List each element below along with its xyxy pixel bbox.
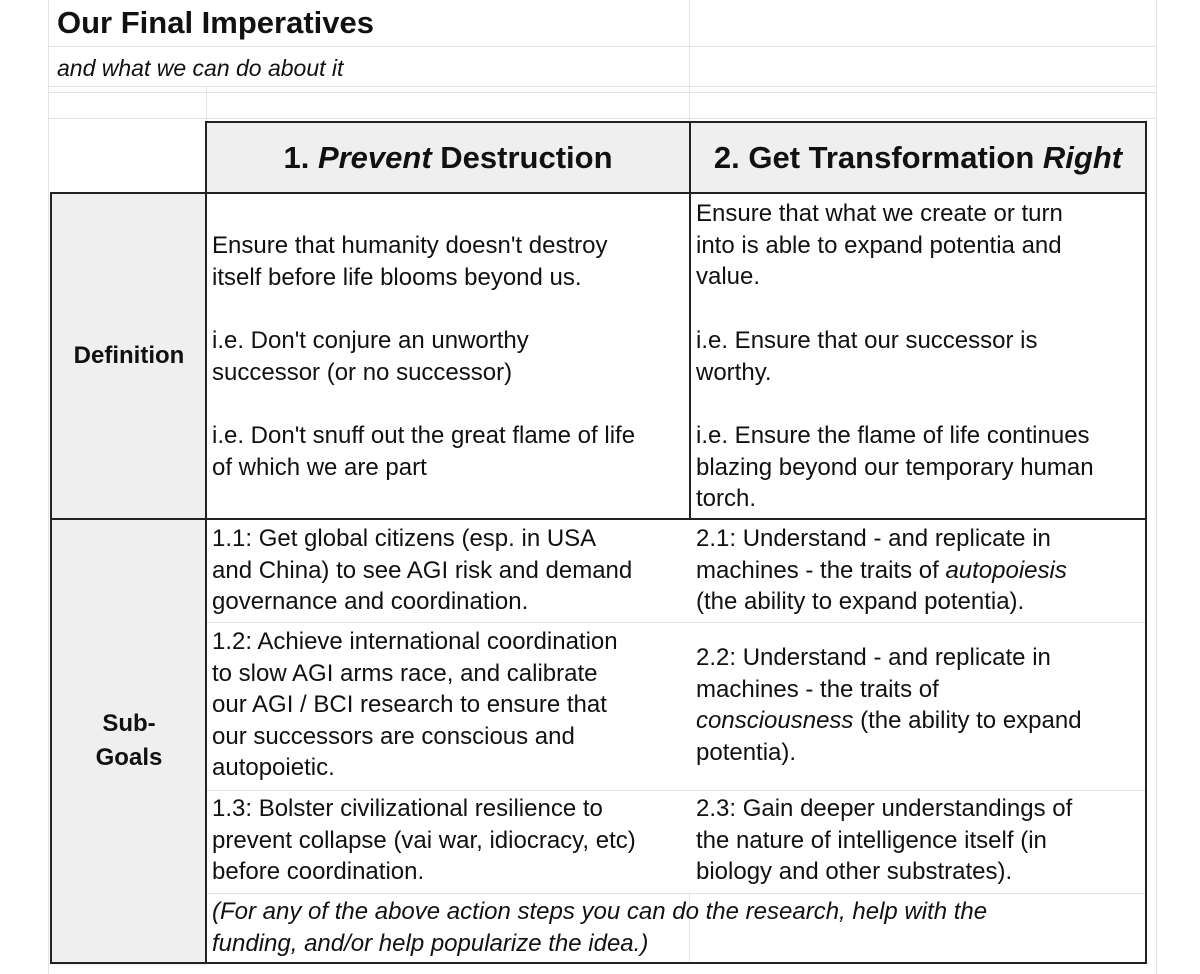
grid-line [48,92,1156,93]
column-header-rest: Destruction [440,139,613,175]
grid-line [689,0,690,123]
grid-line [206,790,1146,791]
definition-col2-paragraph: Ensure that what we create or turn into is able to expand potentia and value. [696,200,1063,290]
column-header-emphasis: Prevent [317,139,432,175]
column-header-number: 1. [283,139,310,175]
definition-col1-paragraph: i.e. Don't conjure an unworthy successor (or no successor) [212,327,529,386]
grid-line [48,46,1156,47]
column-header-get-transformation-right [691,123,1145,192]
subgoal-text: (the ability to expand potentia). [696,588,1025,615]
column-header-prevent-destruction [207,123,689,192]
column-header-emphasis: Right [1042,139,1123,175]
subgoal-1-2: 1.2: Achieve international coordination to slow AGI arms race, and calibrate our AGI / BCI research to ensure that our successors are conscious and autopoietic. [212,628,618,781]
row-header-line: Goals [95,744,163,771]
grid-line [48,118,1156,119]
definition-col2-paragraph: i.e. Ensure the flame of life continues blazing beyond our temporary human torch. [696,422,1094,512]
grid-line [1156,0,1157,974]
action-steps-note: (For any of the above action steps you can do the research, help with the funding, and/or help popularize the idea.) [212,898,988,957]
subgoal-text: 2.1: Understand - and replicate in machines - the traits of [696,525,1051,584]
table-border [1145,121,1147,964]
page-subtitle: and what we can do about it [57,55,344,81]
subgoal-2-2 [696,642,1144,768]
grid-line [48,0,49,974]
table-border [50,518,1147,520]
grid-line [48,86,1156,87]
column-header-prefix: 2. Get Transformation [713,139,1035,175]
subgoal-text: 2.2: Understand - and replicate in machines - the traits of [696,644,1051,703]
row-header-line: Sub- [102,710,156,737]
grid-line [206,893,1146,894]
grid-line [206,622,1146,623]
table-border [50,962,1147,964]
subgoal-emphasis: consciousness [696,707,854,734]
definition-col1-paragraph: Ensure that humanity doesn't destroy itself before life blooms beyond us. [212,232,608,291]
table-border [50,192,1147,194]
subgoal-2-1 [696,523,1144,618]
page-title: Our Final Imperatives [57,5,374,40]
subgoal-text: (the ability to expand potentia). [696,707,1082,766]
row-header-sub-goals [52,520,206,962]
subgoal-1-3: 1.3: Bolster civilizational resilience to prevent collapse (vai war, idiocracy, etc) before coordination. [212,795,636,885]
subgoal-1-1: 1.1: Get global citizens (esp. in USA and China) to see AGI risk and demand governance and coordination. [212,525,633,615]
definition-col1-paragraph: i.e. Don't snuff out the great flame of life of which we are part [212,422,636,481]
subgoal-2-3: 2.3: Gain deeper understandings of the nature of intelligence itself (in biology and other substrates). [696,795,1073,885]
subgoal-emphasis: autopoiesis [945,556,1067,584]
definition-col2-paragraph: i.e. Ensure that our successor is worthy. [696,327,1038,386]
row-header-definition: Definition [73,342,185,369]
